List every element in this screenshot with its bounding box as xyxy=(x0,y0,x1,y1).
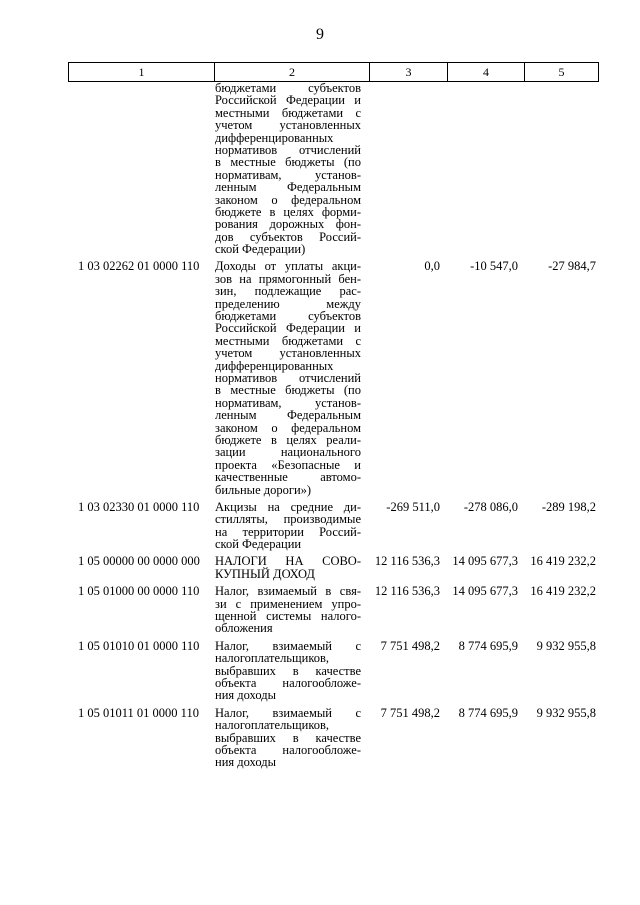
revenue-name-line: дов субъектов Россий- xyxy=(215,229,361,244)
revenue-name-line: ленным Федеральным xyxy=(215,408,361,423)
revenue-name-line: ленным Федеральным xyxy=(215,180,361,195)
revenue-name-line: пределению между xyxy=(215,296,361,311)
revenue-name-line: бюджете в целях форми- xyxy=(215,204,361,219)
table-row xyxy=(68,501,599,551)
budget-code: 1 03 02330 01 0000 110 xyxy=(78,499,200,514)
amount-year-2: -278 086,0 xyxy=(463,499,518,514)
table-row xyxy=(68,260,599,495)
revenue-name-line: ской Федерации xyxy=(215,537,302,552)
amount-year-2: 8 774 695,9 xyxy=(458,705,518,720)
revenue-name xyxy=(215,707,361,769)
revenue-name-line: дифференцированных xyxy=(215,358,334,373)
revenue-name-line: бюджете в целях реали- xyxy=(215,432,361,447)
revenue-name-line: проекта «Безопасные и xyxy=(215,457,361,472)
column-header: 2 xyxy=(214,63,369,81)
column-header: 5 xyxy=(524,63,598,81)
revenue-name-line: зин, подлежащие рас- xyxy=(215,284,361,299)
revenue-name-line: НАЛОГИ НА СОВО- xyxy=(215,554,361,569)
revenue-name-line: Налог, взимаемый с xyxy=(215,638,361,653)
amount-year-2: 14 095 677,3 xyxy=(452,554,518,569)
revenue-name xyxy=(215,82,361,255)
column-header: 1 xyxy=(138,65,145,79)
budget-code: 1 05 01011 01 0000 110 xyxy=(78,705,199,720)
amount-year-2: 14 095 677,3 xyxy=(452,584,518,599)
revenue-name-line: нормативам, установ- xyxy=(215,167,361,182)
revenue-name-line: ния доходы xyxy=(215,755,276,770)
revenue-name-line: Доходы от уплаты акци- xyxy=(215,259,361,274)
revenue-name-line: бюджетами субъектов xyxy=(215,81,361,95)
revenue-name-line: зов на прямогонный бен- xyxy=(215,271,361,286)
revenue-name-line: в местные бюджеты (по xyxy=(215,155,361,170)
budget-code: 1 05 01000 00 0000 110 xyxy=(78,584,200,599)
amount-year-3: 16 419 232,2 xyxy=(530,584,596,599)
revenue-name-line: зи с применением упро- xyxy=(215,596,361,611)
revenue-name-line: бюджетами субъектов xyxy=(215,309,361,324)
revenue-name-line: Налог, взимаемый в свя- xyxy=(215,584,361,599)
table-row xyxy=(68,585,599,635)
table-header xyxy=(68,62,599,82)
revenue-name-line: на территории Россий- xyxy=(215,524,361,539)
revenue-name-line: Российской Федерации и xyxy=(215,321,361,336)
amount-year-1: 12 116 536,3 xyxy=(374,554,440,569)
revenue-name-line: ния доходы xyxy=(215,688,276,703)
revenue-name xyxy=(215,585,361,635)
amount-year-3: 9 932 955,8 xyxy=(536,638,596,653)
amount-year-1: 7 751 498,2 xyxy=(380,705,440,720)
revenue-name-line: Акцизы на средние ди- xyxy=(215,499,361,514)
revenue-name-line: учетом установленных xyxy=(215,346,361,361)
revenue-name-line: учетом установленных xyxy=(215,118,361,133)
revenue-name-line: в местные бюджеты (по xyxy=(215,383,361,398)
revenue-name-line: ской Федерации) xyxy=(215,242,306,257)
amount-year-2: -10 547,0 xyxy=(470,259,518,274)
revenue-name-line: стилляты, производимые xyxy=(215,512,361,527)
column-header: 3 xyxy=(369,63,447,81)
revenue-name-line: законом о федеральном xyxy=(215,420,361,435)
revenue-name-line: местными бюджетами с xyxy=(215,105,361,120)
revenue-name-line: выбравших в качестве xyxy=(215,663,361,678)
table-row xyxy=(68,707,599,769)
budget-code: 1 05 01010 01 0000 110 xyxy=(78,638,200,653)
revenue-name-line: объекта налогообложе- xyxy=(215,675,361,690)
revenue-name-line: нормативов отчислений xyxy=(215,142,361,157)
revenue-name-line: законом о федеральном xyxy=(215,192,361,207)
revenue-name-line: нормативам, установ- xyxy=(215,395,361,410)
revenue-name-line: выбравших в качестве xyxy=(215,730,361,745)
amount-year-3: -289 198,2 xyxy=(541,499,596,514)
revenue-name-line: Налог, взимаемый с xyxy=(215,705,361,720)
revenue-name xyxy=(215,501,361,551)
table-body xyxy=(68,82,599,774)
revenue-name-line: налогоплательщиков, xyxy=(215,651,330,666)
revenue-name-line: качественные автомо- xyxy=(215,470,361,485)
revenue-name-line: объекта налогообложе- xyxy=(215,742,361,757)
amount-year-1: 0,0 xyxy=(424,259,440,274)
revenue-name-line: дифференцированных xyxy=(215,130,334,145)
revenue-name-line: щенной системы налого- xyxy=(215,609,361,624)
table-row xyxy=(68,555,599,580)
revenue-name-line: обложения xyxy=(215,621,273,636)
revenue-name xyxy=(215,640,361,702)
revenue-name xyxy=(215,555,361,580)
amount-year-3: 16 419 232,2 xyxy=(530,554,596,569)
amount-year-3: -27 984,7 xyxy=(548,259,596,274)
budget-code: 1 05 00000 00 0000 000 xyxy=(78,554,200,569)
amount-year-3: 9 932 955,8 xyxy=(536,705,596,720)
table-row xyxy=(68,82,599,255)
amount-year-1: -269 511,0 xyxy=(386,499,440,514)
amount-year-1: 7 751 498,2 xyxy=(380,638,440,653)
revenue-name xyxy=(215,260,361,495)
revenue-name-line: налогоплательщиков, xyxy=(215,718,330,733)
revenue-name-line: нормативов отчислений xyxy=(215,370,361,385)
revenue-name-line: Российской Федерации и xyxy=(215,93,361,108)
column-header: 4 xyxy=(447,63,524,81)
revenue-name-line: бильные дороги») xyxy=(215,482,312,497)
budget-code: 1 03 02262 01 0000 110 xyxy=(78,259,200,274)
revenue-name-line: КУПНЫЙ ДОХОД xyxy=(215,566,315,581)
amount-year-2: 8 774 695,9 xyxy=(458,638,518,653)
table-row xyxy=(68,640,599,702)
page-number: 9 xyxy=(316,26,324,43)
revenue-name-line: местными бюджетами с xyxy=(215,333,361,348)
revenue-name-line: зации национального xyxy=(215,445,361,460)
amount-year-1: 12 116 536,3 xyxy=(374,584,440,599)
revenue-name-line: рования дорожных фон- xyxy=(215,217,361,232)
